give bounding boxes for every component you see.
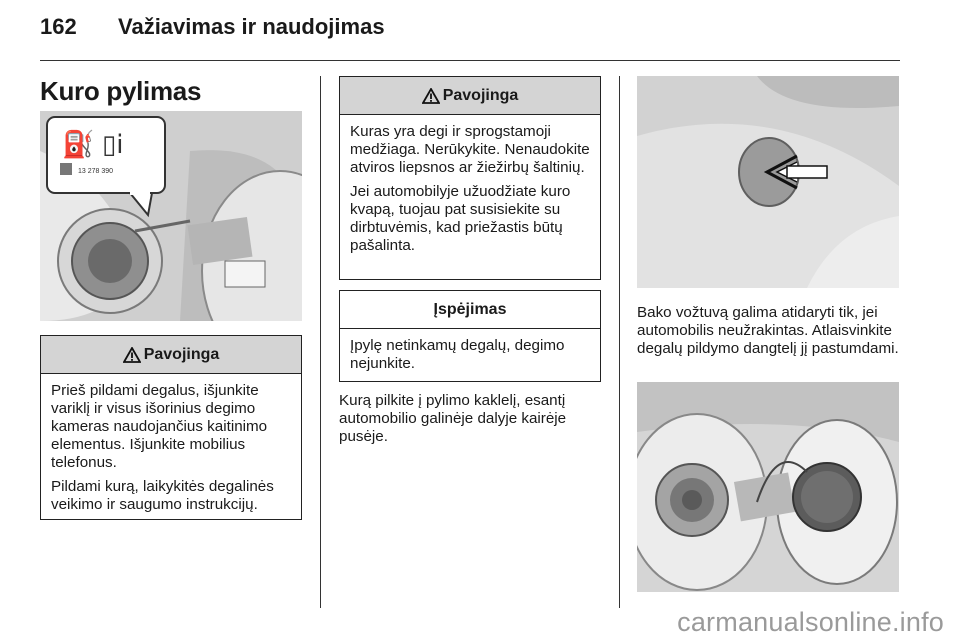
page-header-title: Važiavimas ir naudojimas [118,14,385,39]
fuel-cap-photo [637,382,899,592]
header-rule [40,60,900,61]
column-divider-right [619,76,620,608]
fuel-flap-illustration [637,76,899,288]
section-title: Kuro pylimas [40,76,202,106]
danger-box-1-paragraph: Pildami kurą, laikykitės degalinės veikimo ir saugumo instrukcijų. [51,478,274,513]
danger-box-1-paragraph: Prieš pildami degalus, išjunkite variklį ir visus išorinius degimo kameras naudojančius kaitinimo elementus. Išjunkite mobilius telefonus. [51,382,268,471]
caution-box-heading: Įspėjimas [340,291,600,329]
page-number: 162 [40,14,77,39]
caution-box-text: Įpylę netinkamų degalų, degimo nejunkite. [350,337,565,372]
danger-box-1-heading: Pavojinga [143,345,220,363]
caution-box [339,290,601,382]
column-divider-left [320,76,321,608]
danger-box-2-paragraph: Kuras yra degi ir sprogstamoji medžiaga. Nerūkykite. Nenaudokite atviros liepsnos ar žiežirbų šaltinių. [350,123,590,176]
fuel-neck-location-text: Kurą pilkite į pylimo kaklelį, esantį automobilio galinėje dalyje kairėje pusėje. [339,392,567,445]
fuel-filler-label-photo [40,111,302,321]
fuel-flap-photo [637,76,899,288]
label-code: 13 278 390 [78,168,114,175]
warning-triangle-icon [422,88,440,104]
fuel-flap-instructions-text: Bako vožtuvą galima atidaryti tik, jei automobilis neužrakintas. Atlaisvinkite degalų pildymo dangtelį jį pastumdami. [637,304,899,357]
danger-box-2-header [340,77,600,115]
watermark: carmanualsonline.info [677,607,944,637]
danger-box-2-paragraph: Jei automobilyje užuodžiate kuro kvapą, tuojau pat susisiekite su dirbtuvėmis, kad priežastis būtų pašalinta. [350,183,571,254]
danger-box-1-header [41,336,301,374]
danger-box-2-heading: Pavojinga [442,86,519,104]
fuel-filler-label-illustration [40,111,302,321]
danger-box-2 [339,76,601,280]
svg-text:▯i: ▯i [102,130,124,160]
fuel-cap-illustration [637,382,899,592]
warning-triangle-icon [123,347,141,363]
svg-text:⛽: ⛽ [62,130,95,160]
danger-box-1 [40,335,302,520]
